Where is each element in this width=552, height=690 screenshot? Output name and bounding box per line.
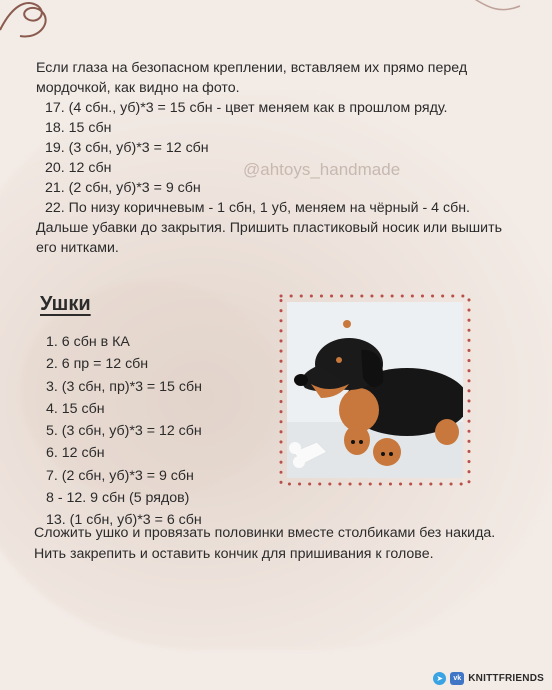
list-item: 6. 12 сбн [46,445,105,462]
instruction-step: 22. По низу коричневым - 1 сбн, 1 уб, меняем на чёрный - 4 сбн. [45,200,470,216]
list-item: 13. (1 сбн, уб)*3 = 6 сбн [46,512,202,529]
telegram-icon[interactable]: ➤ [433,672,446,685]
list-item: 8 - 12. 9 сбн (5 рядов) [46,490,190,507]
intro-paragraph: Если глаза на безопасном креплении, вставляем их прямо перед мордочкой, как видно на фото. [36,60,468,96]
list-item: 7. (2 сбн, уб)*3 = 9 сбн [46,467,194,484]
instruction-step: 20. 12 сбн [45,160,112,176]
ears-steps-list [36,331,202,532]
instruction-step: 17. (4 сбн., уб)*3 = 15 сбн - цвет меняем как в прошлом ряду. [45,100,448,116]
dachshund-photo [287,302,463,478]
list-item: 4. 15 сбн [46,400,105,417]
list-item: 1. 6 сбн в КА [46,334,130,350]
instruction-step: 21. (2 сбн, уб)*3 = 9 сбн [45,180,201,196]
intro-closing: Дальше убавки до закрытия. Пришить пластиковый носик или вышить его нитками. [36,220,502,256]
dachshund-toy-image [287,302,463,478]
instruction-step: 18. 15 сбн [45,120,112,136]
list-item: 2. 6 пр = 12 сбн [46,356,149,373]
watermark: @ahtoys_handmade [243,160,401,179]
list-item: 5. (3 сбн, уб)*3 = 12 сбн [46,423,202,440]
intro-section [36,58,526,258]
ears-outro: Сложить ушко и провязать половинки вместе столбиками без накида. Нить закрепить и оставить кончик для пришивания к голове. [34,525,496,562]
section-title: Ушки [40,293,91,315]
footer-brand [433,672,544,685]
list-item: 3. (3 сбн, пр)*3 = 15 сбн [46,378,202,395]
brand-name: KNITTFRIENDS [468,673,544,684]
vk-icon[interactable]: vk [450,672,464,685]
photo-frame [279,294,471,486]
instruction-step: 19. (3 сбн, уб)*3 = 12 сбн [45,140,209,156]
